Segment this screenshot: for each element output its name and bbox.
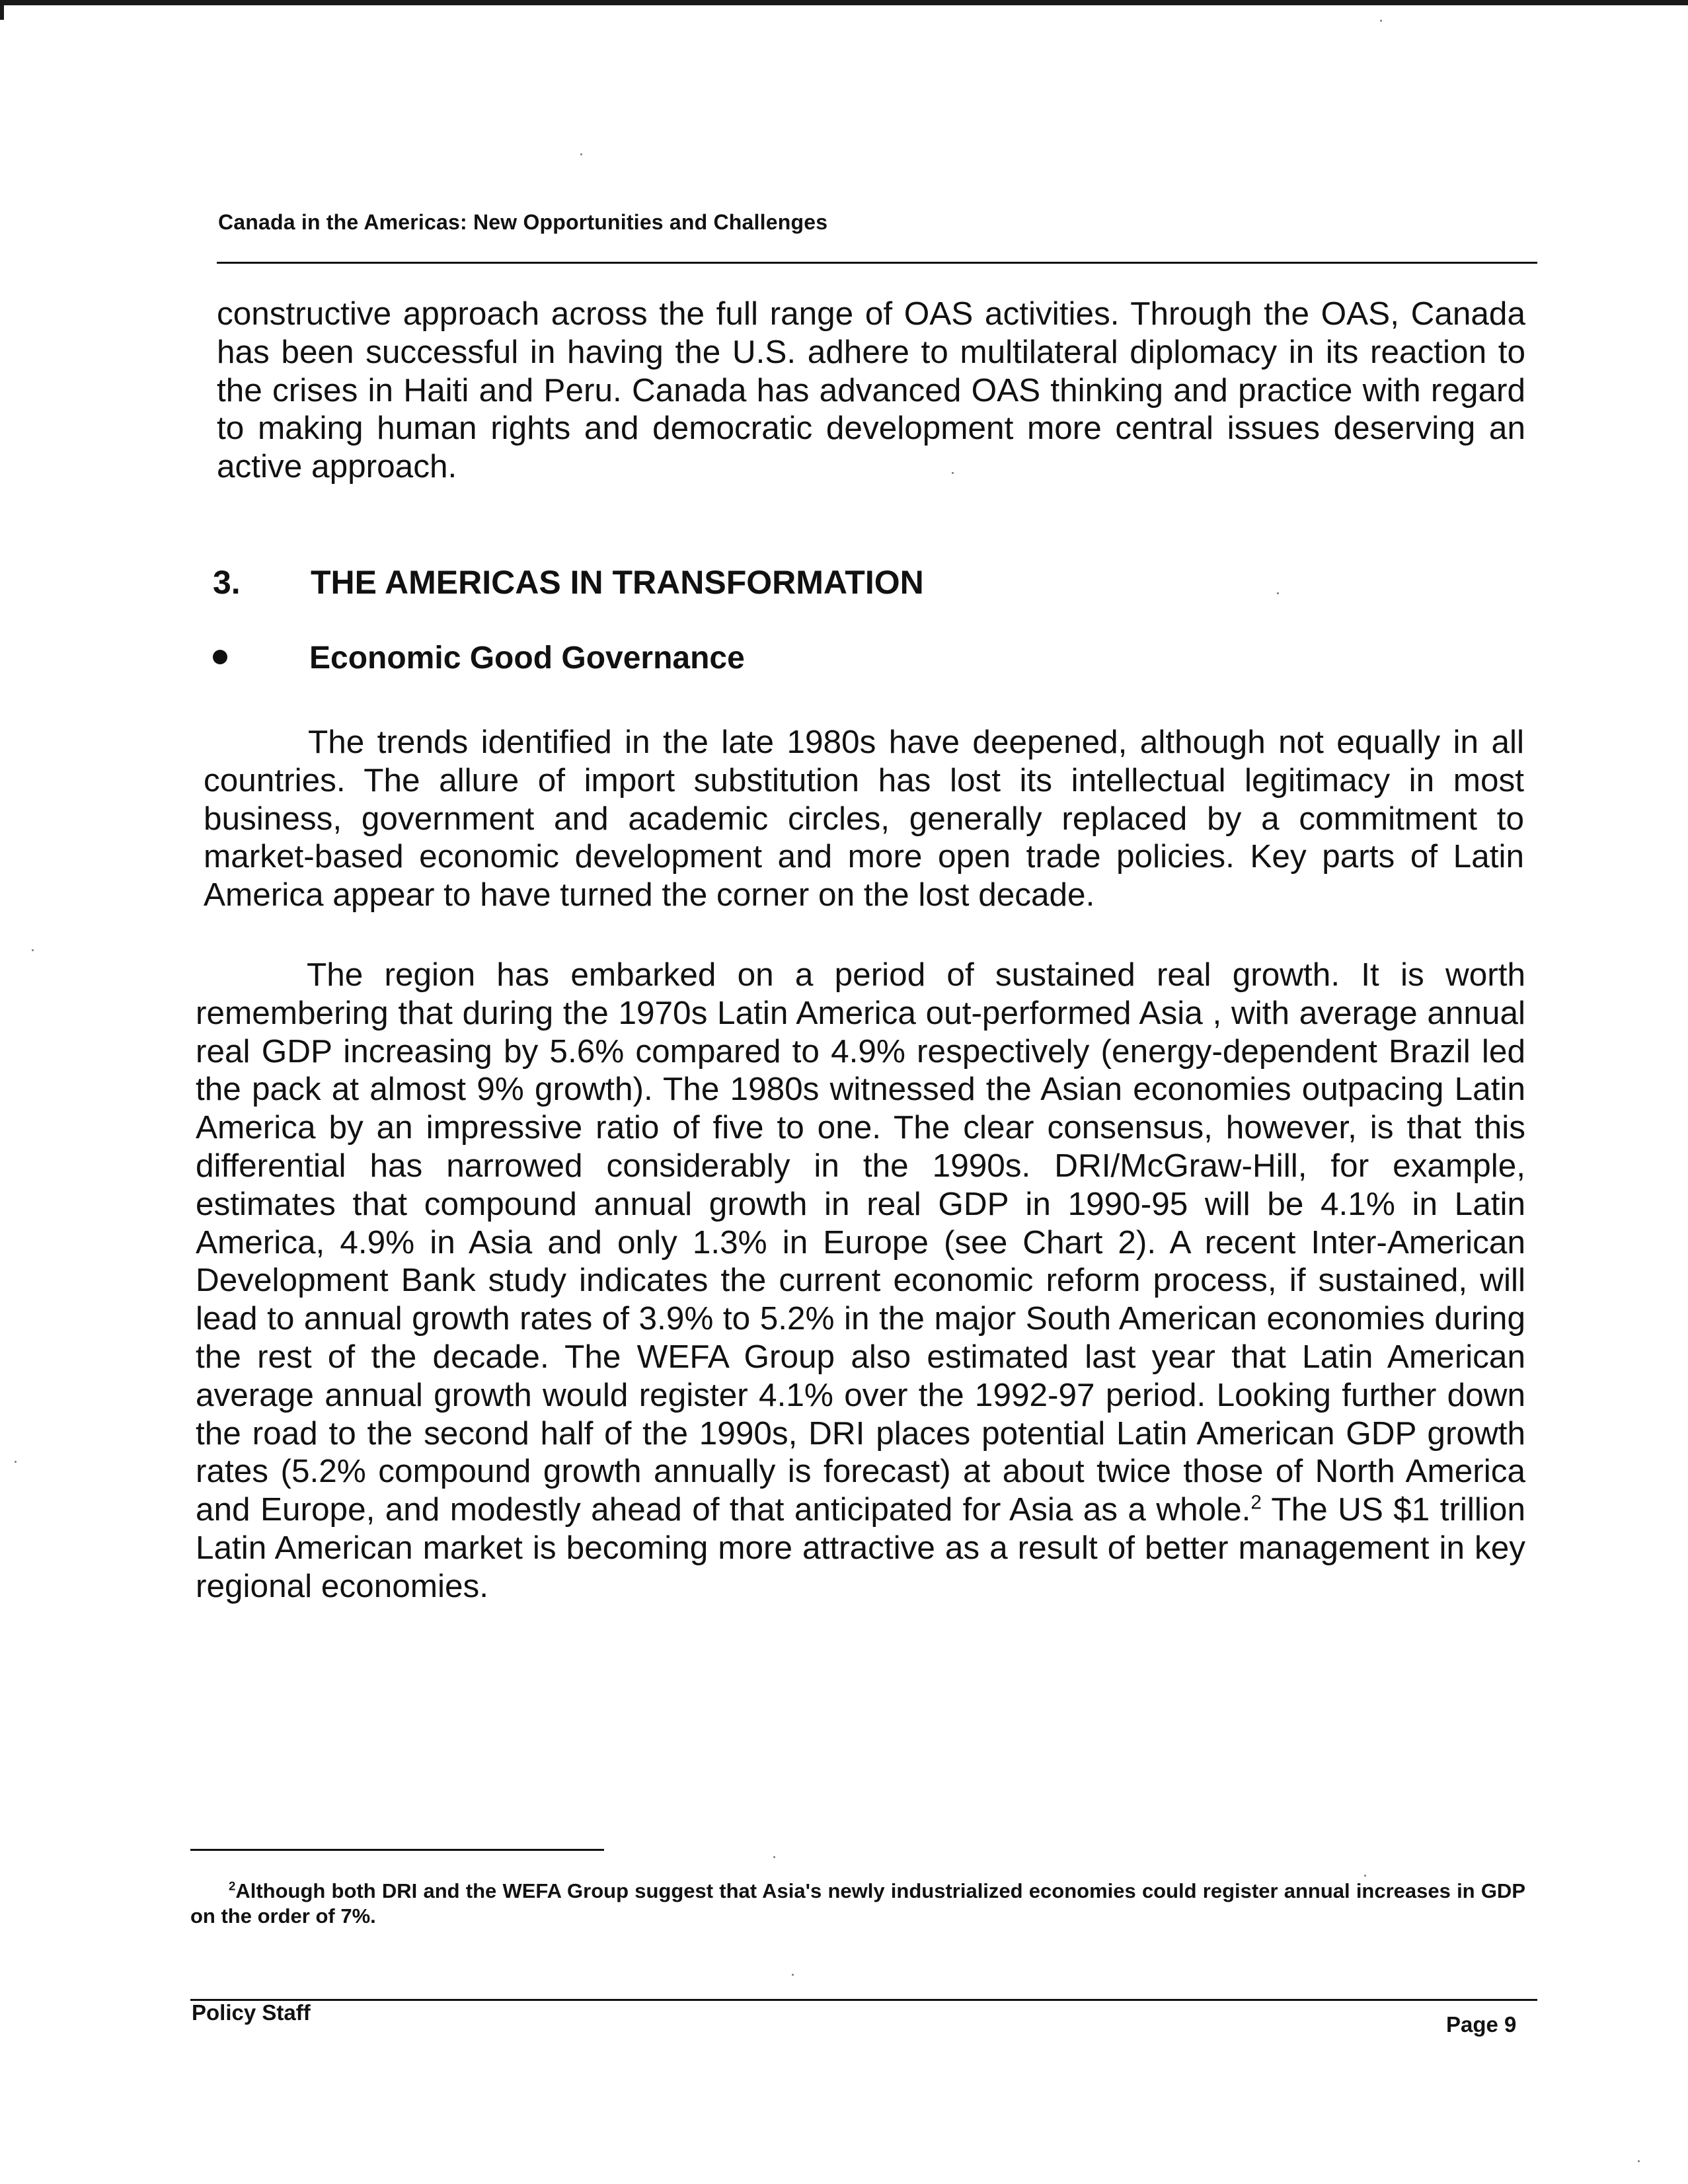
scan-speck: [1380, 20, 1382, 22]
scan-edge-corner: [0, 0, 4, 20]
running-header: Canada in the Americas: New Opportunities and Challenges: [218, 210, 828, 234]
bullet-heading-text: Economic Good Governance: [309, 641, 745, 676]
section-heading: [213, 563, 924, 602]
carryover-paragraph: constructive approach across the full range of OAS activities. Through the OAS, Canada has been successful in having the U.S. adhere to multilateral diplomacy in its reaction to the crises in Haiti and Peru. Canada has advanced OAS thinking and practice with regard to making human rights and democratic development more central issues deserving an active approach.: [217, 295, 1525, 485]
scan-edge-top: [0, 0, 1688, 5]
header-rule: [217, 262, 1537, 264]
scan-speck: [1364, 1875, 1366, 1877]
footer-rule: [190, 1999, 1537, 2001]
scan-speck: [32, 949, 34, 951]
section-number: 3.: [213, 564, 241, 601]
paragraph-growth-tail: The US $1 trillion Latin American market is becoming more attractive as a result of better management in key regional economies.: [196, 1491, 1525, 1604]
page-number: Page 9: [1446, 2012, 1517, 2037]
footnote-rule: [190, 1849, 604, 1851]
paragraph-growth-body: The region has embarked on a period of sustained real growth. It is worth remembering that during the 1970s Latin America out-performed Asia , with average annual real GDP increasing by 5.6% compared to 4.9% respectively (energy-dependent Brazil led the pack at almost 9% growth). The 1980s witnessed the Asian economies outpacing Latin America by an impressive ratio of five to one. The clear consensus, however, is that this differential has narrowed considerably in the 1990s. DRI/McGraw-Hill, for example, estimates that compound annual growth in real GDP in 1990-95 will be 4.1% in Latin America, 4.9% in Asia and only 1.3% in Europe (see Chart 2). A recent Inter-American Development Bank study indicates the current economic reform process, if sustained, will lead to annual growth rates of 3.9% to 5.2% in the major South American economies during the rest of the decade. The WEFA Group also estimated last year that Latin American average annual growth would register 4.1% over the 1992-97 period. Looking further down the road to the second half of the 1990s, DRI places potential Latin American GDP growth rates (5.2% compound growth annually is forecast) at about twice those of North America and Europe, and modestly ahead of that anticipated for Asia as a whole.: [196, 956, 1525, 1528]
footnote: [190, 1879, 1525, 1929]
scan-speck: [1638, 2160, 1640, 2162]
footnote-marker: 2: [229, 1879, 236, 1893]
scan-speck: [952, 472, 954, 474]
scan-speck: [773, 1856, 775, 1858]
paragraph-growth: [196, 956, 1525, 1606]
scan-speck: [1277, 592, 1279, 594]
footnote-text: Although both DRI and the WEFA Group suggest that Asia's newly industrialized economies could register annual increases in GDP on the order of 7%.: [190, 1879, 1525, 1928]
footnote-reference: 2: [1250, 1491, 1262, 1514]
scan-speck: [580, 153, 582, 155]
scan-speck: [792, 1974, 794, 1976]
bullet-icon: [213, 650, 227, 664]
bullet-heading: [213, 640, 745, 676]
paragraph-trends: The trends identified in the late 1980s have deepened, although not equally in all countries. The allure of import substitution has lost its intellectual legitimacy in most business, government and academic circles, generally replaced by a commitment to market-based economic development and more open trade policies. Key parts of Latin America appear to have turned the corner on the lost decade.: [204, 724, 1524, 914]
scan-speck: [15, 1461, 17, 1463]
section-title: THE AMERICAS IN TRANSFORMATION: [311, 564, 924, 601]
footer-left: Policy Staff: [192, 2000, 311, 2025]
